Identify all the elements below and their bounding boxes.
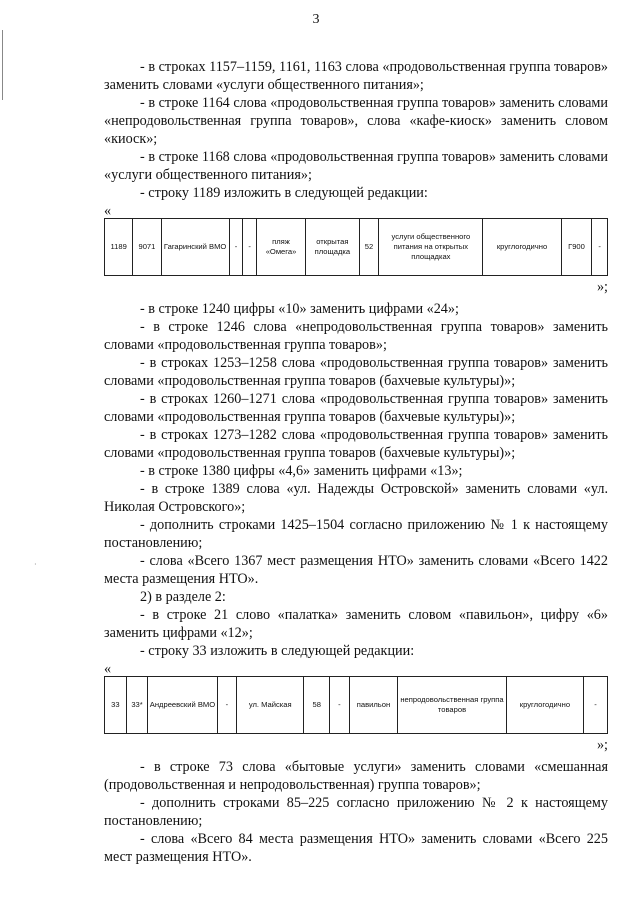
replacement-row-table-33 xyxy=(104,676,608,734)
table-cell: - xyxy=(592,219,608,276)
table-cell: пляж «Омега» xyxy=(256,219,305,276)
paragraph: - строку 33 изложить в следующей редакции: xyxy=(140,643,415,659)
table-cell: 33 xyxy=(105,677,127,734)
paragraph: - в строках 1157–1159, 1161, 1163 слова «продовольственная группа товаров» заменить словами «услуги общественного питания»; xyxy=(104,59,608,93)
table-cell: 52 xyxy=(359,219,379,276)
paragraph: - слова «Всего 1367 мест размещения НТО» заменить словами «Всего 1422 места размещения НТО». xyxy=(104,553,608,587)
quote-close-mark: »; xyxy=(596,279,608,295)
table-cell: ул. Майская xyxy=(237,677,304,734)
paragraph: - строку 1189 изложить в следующей редакции: xyxy=(140,185,428,201)
paragraph: - дополнить строками 1425–1504 согласно приложению № 1 к настоящему постановлению; xyxy=(104,517,608,551)
table-cell: Г900 xyxy=(561,219,591,276)
page-number: 3 xyxy=(312,12,320,27)
document-body xyxy=(104,58,608,866)
table-cell: непродовольственная группа товаров xyxy=(398,677,506,734)
paragraph: - в строках 1273–1282 слова «продовольственная группа товаров» заменить словами «продовольственная группа товаров (бахчевые культуры)»; xyxy=(104,427,608,461)
paragraph: - в строке 1164 слова «продовольственная группа товаров» заменить словами «непродовольственная группа товаров», слова «кафе-киоск» заменить словом «киоск»; xyxy=(104,95,608,147)
table-cell: 1189 xyxy=(105,219,133,276)
paragraph: - в строке 1380 цифры «4,6» заменить цифрами «13»; xyxy=(140,463,463,479)
table-cell: круглогодично xyxy=(483,219,562,276)
section-heading: 2) в разделе 2: xyxy=(140,589,226,605)
table-cell: павильон xyxy=(349,677,398,734)
paragraph: - в строке 1246 слова «непродовольственная группа товаров» заменить словами «продовольственная группа товаров»; xyxy=(104,319,608,353)
table-row xyxy=(105,677,608,734)
scan-edge-mark xyxy=(2,30,3,100)
quote-open-mark: « xyxy=(104,661,112,677)
table-cell: - xyxy=(243,219,257,276)
paragraph: - в строке 21 слово «палатка» заменить словом «павильон», цифру «6» заменить цифрами «12»; xyxy=(104,607,608,641)
table-cell: 58 xyxy=(304,677,330,734)
table-cell: круглогодично xyxy=(506,677,583,734)
paragraph: - в строках 1260–1271 слова «продовольственная группа товаров» заменить словами «продовольственная группа товаров (бахчевые культуры)»; xyxy=(104,391,608,425)
table-cell: - xyxy=(229,219,243,276)
paragraph: - в строке 1389 слова «ул. Надежды Островской» заменить словами «ул. Николая Островского»; xyxy=(104,481,608,515)
table-cell: - xyxy=(330,677,350,734)
table-cell: Гагаринский ВМО xyxy=(161,219,229,276)
table-cell: услуги общественного питания на открытых площадках xyxy=(379,219,483,276)
paragraph: - дополнить строками 85–225 согласно приложению № 2 к настоящему постановлению; xyxy=(104,795,608,829)
table-cell: 33* xyxy=(126,677,148,734)
quote-close-mark: »; xyxy=(596,737,608,753)
table-cell: - xyxy=(584,677,608,734)
table-cell: 9071 xyxy=(133,219,161,276)
replacement-row-table-1189 xyxy=(104,218,608,276)
table-cell: Андреевский ВМО xyxy=(148,677,217,734)
paragraph: - слова «Всего 84 места размещения НТО» заменить словами «Всего 225 мест размещения НТО». xyxy=(104,831,608,865)
table-cell: открытая площадка xyxy=(306,219,359,276)
table-row xyxy=(105,219,608,276)
paragraph: - в строке 1168 слова «продовольственная группа товаров» заменить словами «услуги общественного питания»; xyxy=(104,149,608,183)
paragraph: - в строке 73 слова «бытовые услуги» заменить словами «смешанная (продовольственная и непродовольственная) группа товаров»; xyxy=(104,759,608,793)
quote-open-mark: « xyxy=(104,203,112,219)
scan-speck: · xyxy=(34,560,37,569)
table-cell: - xyxy=(217,677,237,734)
paragraph: - в строке 1240 цифры «10» заменить цифрами «24»; xyxy=(140,301,459,317)
paragraph: - в строках 1253–1258 слова «продовольственная группа товаров» заменить словами «продовольственная группа товаров (бахчевые культуры)»; xyxy=(104,355,608,389)
